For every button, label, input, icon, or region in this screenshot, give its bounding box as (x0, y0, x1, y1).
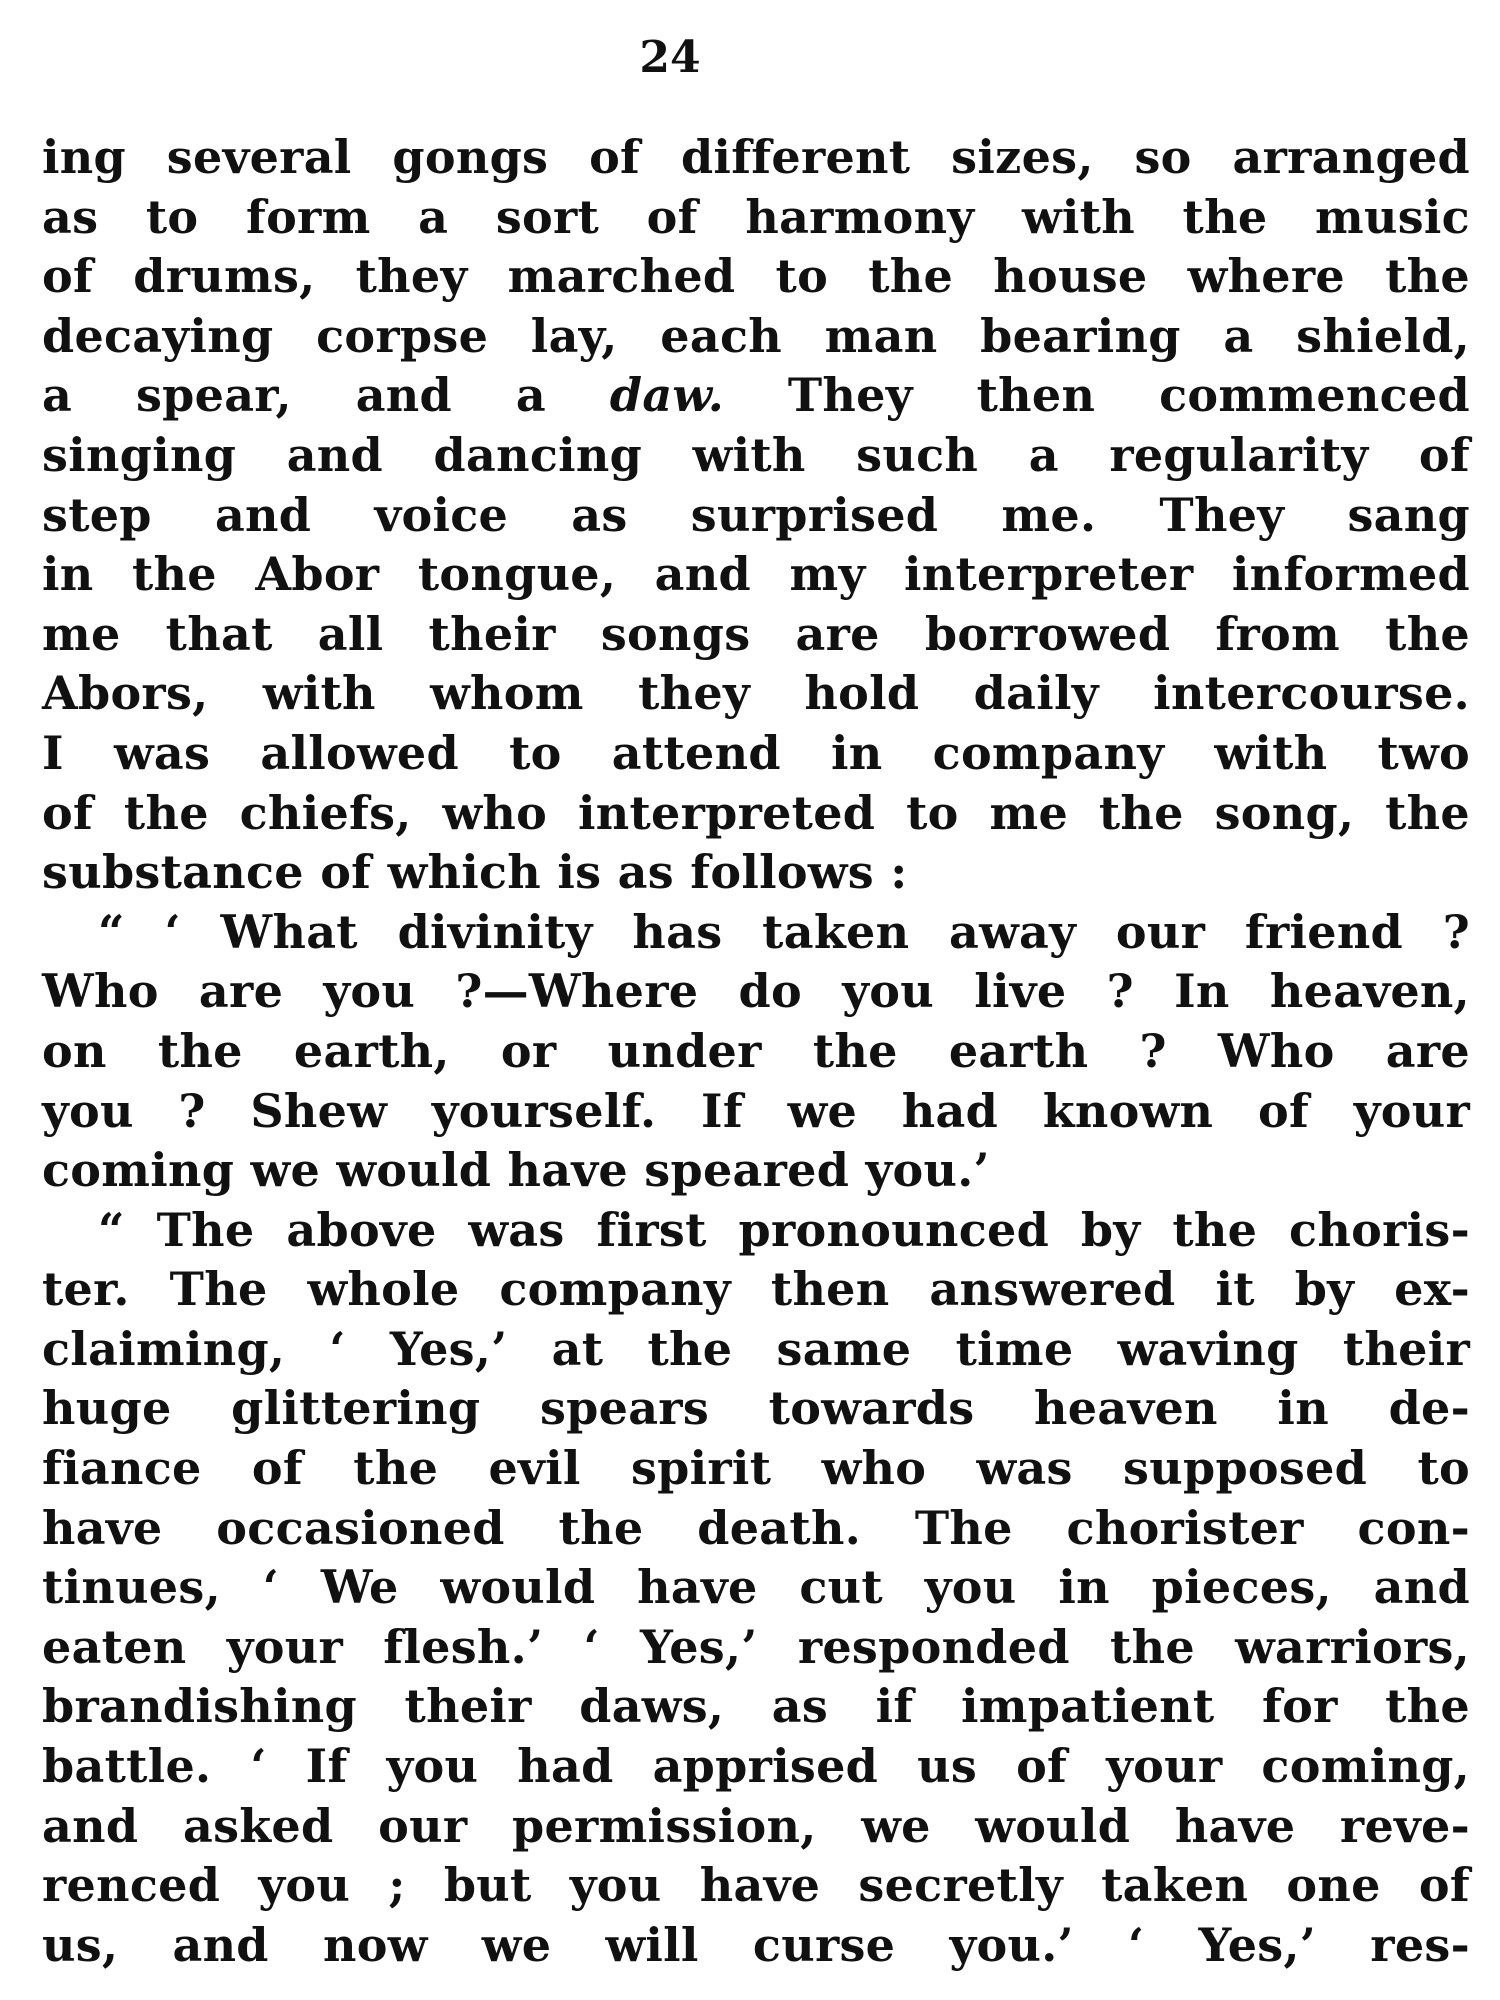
text-line (42, 426, 1470, 486)
text-line (42, 1677, 1470, 1737)
text-segment: tinues, ‘ We would have cut you in pieces, and (42, 1560, 1470, 1615)
text-segment: you ? Shew yourself. If we had known of your (42, 1083, 1470, 1138)
text-segment: on the earth, or under the earth ? Who are (42, 1023, 1470, 1078)
text-line (42, 1618, 1470, 1678)
text-segment: in the Abor tongue, and my interpreter informed (42, 547, 1470, 602)
text-segment: step and voice as surprised me. They sang (42, 487, 1470, 542)
text-segment: have occasioned the death. The chorister con- (42, 1500, 1470, 1555)
text-line (42, 1320, 1470, 1380)
text-segment: “ The above was first pronounced by the choris- (98, 1202, 1470, 1257)
text-line (42, 1439, 1470, 1499)
text-line (42, 843, 1470, 903)
text-line (42, 605, 1470, 665)
text-line (42, 307, 1470, 367)
text-line (42, 962, 1470, 1022)
text-segment: They then commenced (724, 368, 1470, 423)
text-line (42, 903, 1470, 963)
text-line (42, 724, 1470, 784)
text-line (42, 1737, 1470, 1797)
text-line (42, 1499, 1470, 1559)
text-segment: and asked our permission, we would have reve- (42, 1798, 1470, 1853)
text-segment: battle. ‘ If you had apprised us of your coming, (42, 1739, 1470, 1794)
text-segment: brandishing their daws, as if impatient for the (42, 1679, 1470, 1734)
text-line (42, 1201, 1470, 1261)
text-segment: decaying corpse lay, each man bearing a shield, (42, 308, 1470, 363)
text-segment: eaten your flesh.’ ‘ Yes,’ responded the warriors, (42, 1619, 1470, 1674)
text-segment: fiance of the evil spirit who was supposed to (42, 1441, 1470, 1496)
page-number: 24 (639, 32, 701, 83)
text-line (42, 366, 1470, 426)
text-segment: Who are you ?—Where do you live ? In heaven, (42, 964, 1470, 1019)
text-segment: a spear, and a (42, 368, 610, 423)
text-segment: ter. The whole company then answered it by ex- (42, 1262, 1470, 1317)
text-line (42, 247, 1470, 307)
text-line (42, 545, 1470, 605)
text-segment: renced you ; but you have secretly taken one of (42, 1858, 1470, 1913)
text-segment: I was allowed to attend in company with two (42, 725, 1470, 780)
text-segment: as to form a sort of harmony with the music (42, 189, 1470, 244)
text-segment: claiming, ‘ Yes,’ at the same time waving their (42, 1321, 1470, 1376)
text-line (42, 188, 1470, 248)
text-segment: “ ‘ What divinity has taken away our friend ? (98, 904, 1470, 959)
text-line (42, 486, 1470, 546)
body-text (42, 128, 1470, 1975)
text-line (42, 664, 1470, 724)
text-line (42, 1856, 1470, 1916)
text-segment: ing several gongs of different sizes, so arranged (42, 130, 1470, 184)
italic-word: daw. (609, 368, 725, 423)
text-line (42, 1260, 1470, 1320)
text-segment: us, and now we will curse you.’ ‘ Yes,’ res- (42, 1917, 1470, 1972)
text-segment: me that all their songs are borrowed from the (42, 606, 1470, 661)
text-segment: of drums, they marched to the house where the (42, 249, 1470, 304)
text-line (42, 1797, 1470, 1857)
text-segment: Abors, with whom they hold daily intercourse. (42, 666, 1470, 721)
text-line (42, 1916, 1470, 1976)
text-line (42, 1379, 1470, 1439)
text-segment: singing and dancing with such a regularity of (42, 427, 1470, 482)
text-line (42, 1141, 1470, 1201)
text-line (42, 1022, 1470, 1082)
text-segment: substance of which is as follows : (42, 845, 908, 900)
text-line (42, 128, 1470, 188)
text-segment: huge glittering spears towards heaven in de- (42, 1381, 1470, 1436)
text-segment: of the chiefs, who interpreted to me the song, the (42, 785, 1470, 840)
text-segment: coming we would have speared you.’ (42, 1143, 990, 1198)
text-line (42, 784, 1470, 844)
text-line (42, 1558, 1470, 1618)
text-line (42, 1082, 1470, 1142)
